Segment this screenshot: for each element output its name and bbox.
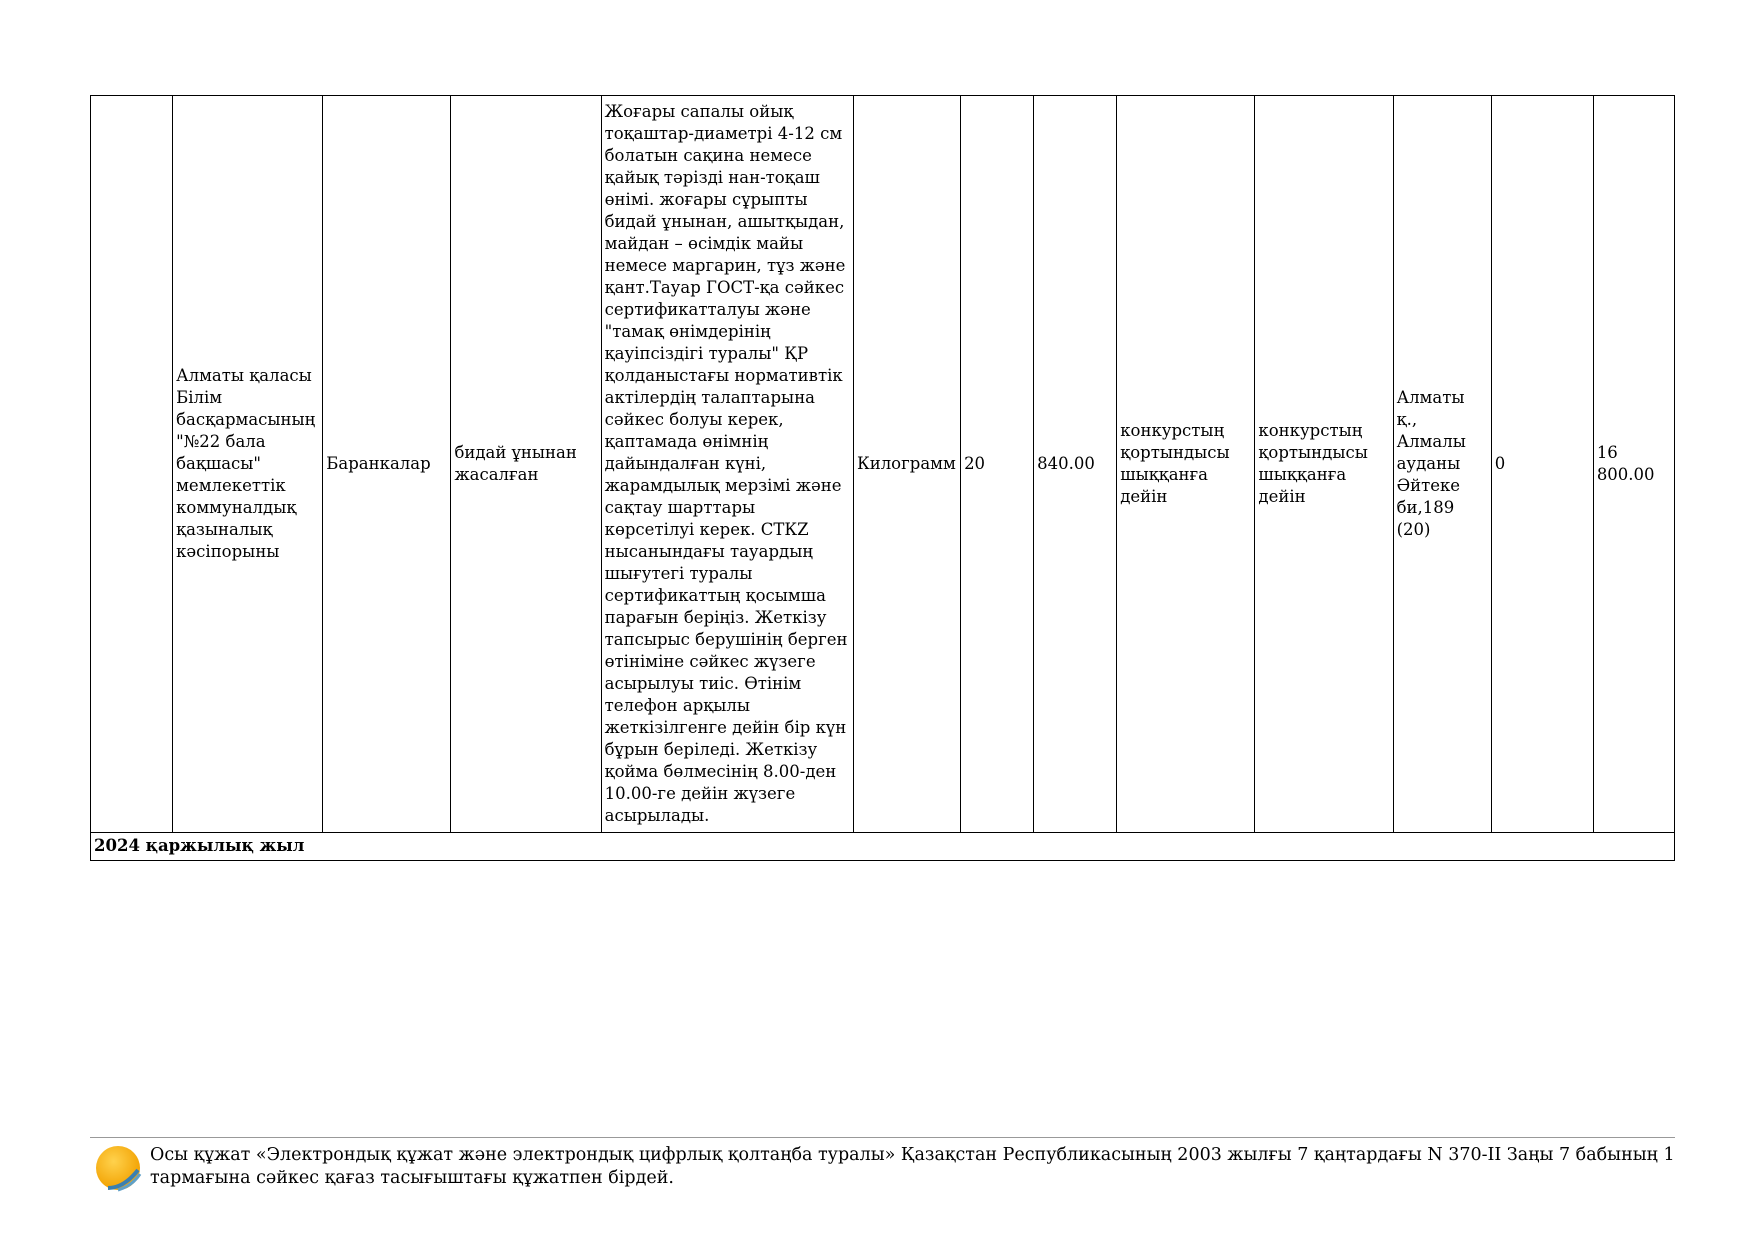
cell-unit: Килограмм <box>853 96 960 833</box>
cell-item-name: Баранкалар <box>323 96 451 833</box>
cell-quantity: 20 <box>961 96 1034 833</box>
cell-short-description: бидай ұнынан жасалған <box>451 96 601 833</box>
legal-notice: Осы құжат «Электрондық құжат және электрондық цифрлық қолтаңба туралы» Қазақстан Республикасының 2003 жылғы 7 қаңтардағы N 370-II Заңы 7 бабының 1 тармағына сәйкес қағаз тасығыштағы құжатпен бірдей. <box>150 1145 1675 1188</box>
cell-advance: 0 <box>1491 96 1593 833</box>
table-row-year <box>91 833 1675 861</box>
fiscal-year-label: 2024 қаржылық жыл <box>91 833 1675 861</box>
cell-delivery-start: конкурстың қортындысы шыққанға дейін <box>1117 96 1255 833</box>
cell-delivery-end: конкурстың қортындысы шыққанға дейін <box>1255 96 1393 833</box>
cell-customer: Алматы қаласы Білім басқармасының "№22 бала бақшасы" мемлекеттік коммуналдық қазыналық кәсіпорыны <box>173 96 323 833</box>
table-row <box>91 96 1675 833</box>
cell-full-description: Жоғары сапалы ойық тоқаштар-диаметрі 4-12 см болатын сақина немесе қайық тәрізді нан-тоқаш өнімі. жоғары сұрыпты бидай ұнынан, ашытқыдан, майдан – өсімдік майы немесе маргарин, тұз және қант.Тауар ГОСТ-қа сәйкес сертификатталуы және "тамақ өнімдерінің қауіпсіздігі туралы" ҚР қолданыстағы нормативтік актілердің талаптарына сәйкес болуы керек, қаптамада өнімнің дайындалған күні, жарамдылық мерзімі және сақтау шарттары көрсетілуі керек. СТКZ нысанындағы тауардың шығутегі туралы сертификаттың қосымша парағын беріңіз. Жеткізу тапсырыс берушінің берген өтініміне сәйкес жүзеге асырылуы тиіс. Өтінім телефон арқылы жеткізілгенге дейін бір күн бұрын беріледі. Жеткізу қойма бөлмесінің 8.00-ден 10.00-ге дейін жүзеге асырылады. <box>601 96 853 833</box>
cell-delivery-place: Алматы қ., Алмалы ауданы Әйтеке би,189 (20) <box>1393 96 1491 833</box>
cell-price: 840.00 <box>1034 96 1117 833</box>
procurement-table <box>90 95 1675 861</box>
cell-total: 16 800.00 <box>1593 96 1674 833</box>
document-footer <box>90 1137 1675 1188</box>
egov-sun-logo-icon <box>94 1144 142 1192</box>
cell-index <box>91 96 173 833</box>
